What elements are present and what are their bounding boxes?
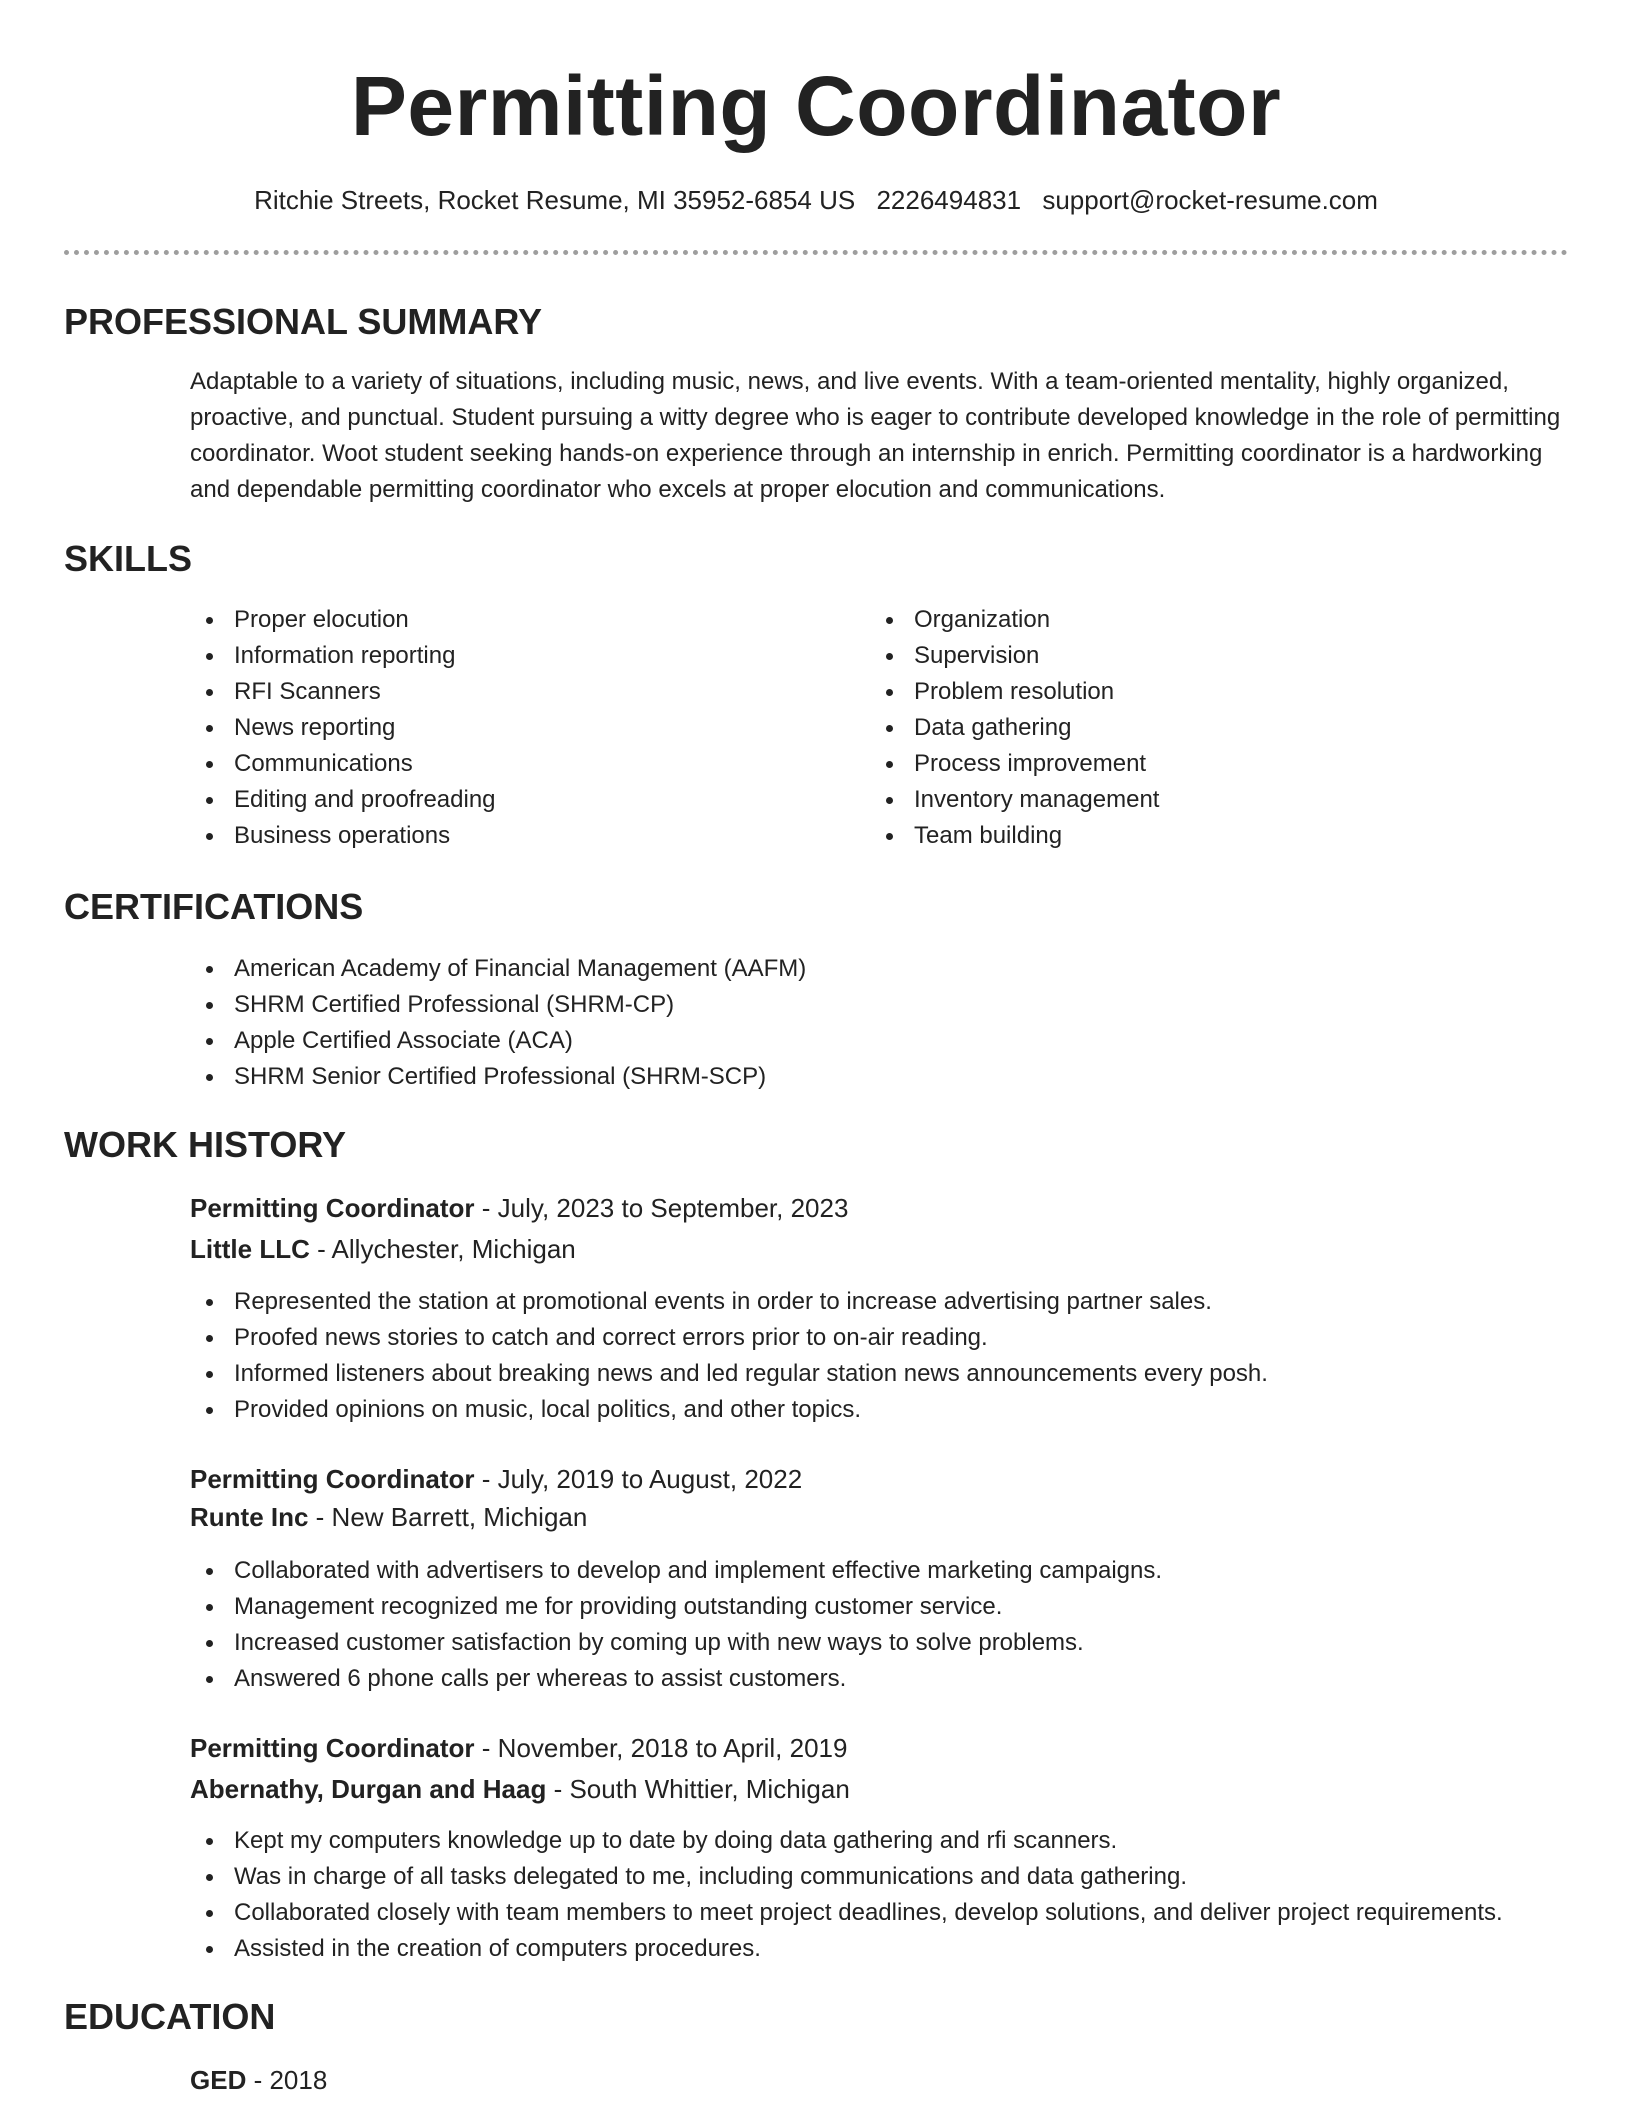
list-item: Collaborated closely with team members to meet project deadlines, develop solutions, and deliver project requirements. — [190, 1895, 1503, 1931]
section-heading-certifications: CERTIFICATIONS — [64, 886, 364, 927]
list-item: Kept my computers knowledge up to date by doing data gathering and rfi scanners. — [190, 1823, 1503, 1859]
list-item: American Academy of Financial Management (AAFM) — [190, 951, 806, 987]
list-item: Process improvement — [870, 746, 1159, 782]
list-item: Inventory management — [870, 782, 1159, 818]
education-year: - 2018 — [246, 2065, 328, 2095]
list-item: Team building — [870, 818, 1159, 854]
job-dates: - November, 2018 to April, 2019 — [474, 1733, 848, 1763]
list-item: Increased customer satisfaction by coming up with new ways to solve problems. — [190, 1625, 1162, 1661]
list-item: Provided opinions on music, local politics, and other topics. — [190, 1392, 1268, 1428]
skills-list-right — [870, 602, 1159, 854]
list-item: Data gathering — [870, 710, 1159, 746]
list-item: Information reporting — [190, 638, 496, 674]
list-item: Answered 6 phone calls per whereas to assist customers. — [190, 1661, 1162, 1697]
list-item: Informed listeners about breaking news and led regular station news announcements every posh. — [190, 1356, 1268, 1392]
company-line — [190, 1229, 576, 1269]
company-line — [190, 1769, 850, 1809]
email-link[interactable]: support@rocket-resume.com — [1042, 185, 1378, 215]
list-item: SHRM Certified Professional (SHRM-CP) — [190, 987, 806, 1023]
list-item: Apple Certified Associate (ACA) — [190, 1023, 806, 1059]
list-item: Collaborated with advertisers to develop and implement effective marketing campaigns. — [190, 1553, 1162, 1589]
list-item: Assisted in the creation of computers procedures. — [190, 1931, 1503, 1967]
job-title-line — [190, 1459, 802, 1499]
address: Ritchie Streets, Rocket Resume, MI 35952-6854 US — [254, 185, 856, 215]
list-item: News reporting — [190, 710, 496, 746]
job-title: Permitting Coordinator — [190, 1733, 475, 1763]
section-heading-education: EDUCATION — [64, 1996, 276, 2037]
list-item: Organization — [870, 602, 1159, 638]
education-line — [190, 2060, 327, 2100]
list-item: RFI Scanners — [190, 674, 496, 710]
contact-line — [0, 180, 1632, 220]
company-location: - New Barrett, Michigan — [308, 1502, 588, 1532]
list-item: SHRM Senior Certified Professional (SHRM-SCP) — [190, 1059, 806, 1095]
job-bullets — [190, 1823, 1503, 1967]
list-item: Communications — [190, 746, 496, 782]
company-name: Runte Inc — [190, 1502, 309, 1532]
company-name: Abernathy, Durgan and Haag — [190, 1774, 547, 1804]
certifications-list — [190, 951, 806, 1095]
section-heading-work-history: WORK HISTORY — [64, 1124, 347, 1165]
header-divider — [64, 250, 1568, 255]
job-title: Permitting Coordinator — [190, 1193, 475, 1223]
skills-list-left — [190, 602, 496, 854]
phone: 2226494831 — [876, 185, 1022, 215]
job-title-line — [190, 1188, 848, 1228]
company-location: - Allychester, Michigan — [309, 1234, 576, 1264]
job-bullets — [190, 1284, 1268, 1428]
candidate-name: Permitting Coordinator — [350, 59, 1282, 153]
job-title-line — [190, 1728, 847, 1768]
list-item: Proofed news stories to catch and correct errors prior to on-air reading. — [190, 1320, 1268, 1356]
list-item: Problem resolution — [870, 674, 1159, 710]
list-item: Was in charge of all tasks delegated to me, including communications and data gathering. — [190, 1859, 1503, 1895]
job-dates: - July, 2023 to September, 2023 — [474, 1193, 849, 1223]
section-heading-summary: PROFESSIONAL SUMMARY — [64, 301, 543, 342]
company-location: - South Whittier, Michigan — [546, 1774, 850, 1804]
summary-text: Adaptable to a variety of situations, including music, news, and live events. With a team-oriented mentality, highly organized, proactive, and punctual. Student pursuing a witty degree who is eager to contribute developed knowledge in the role of permitting coordinator. Woot student seeking hands-on experience through an internship in enrich. Permitting coordinator is a hardworking and dependable permitting coordinator who excels at proper elocution and communications. — [190, 368, 1561, 503]
job-title: Permitting Coordinator — [190, 1464, 475, 1494]
list-item: Editing and proofreading — [190, 782, 496, 818]
list-item: Business operations — [190, 818, 496, 854]
list-item: Management recognized me for providing outstanding customer service. — [190, 1589, 1162, 1625]
company-name: Little LLC — [190, 1234, 310, 1264]
job-bullets — [190, 1553, 1162, 1697]
job-dates: - July, 2019 to August, 2022 — [474, 1464, 803, 1494]
section-heading-skills: SKILLS — [64, 538, 193, 579]
company-line — [190, 1497, 587, 1537]
list-item: Proper elocution — [190, 602, 496, 638]
list-item: Represented the station at promotional events in order to increase advertising partner sales. — [190, 1284, 1268, 1320]
list-item: Supervision — [870, 638, 1159, 674]
degree: GED — [190, 2065, 247, 2095]
